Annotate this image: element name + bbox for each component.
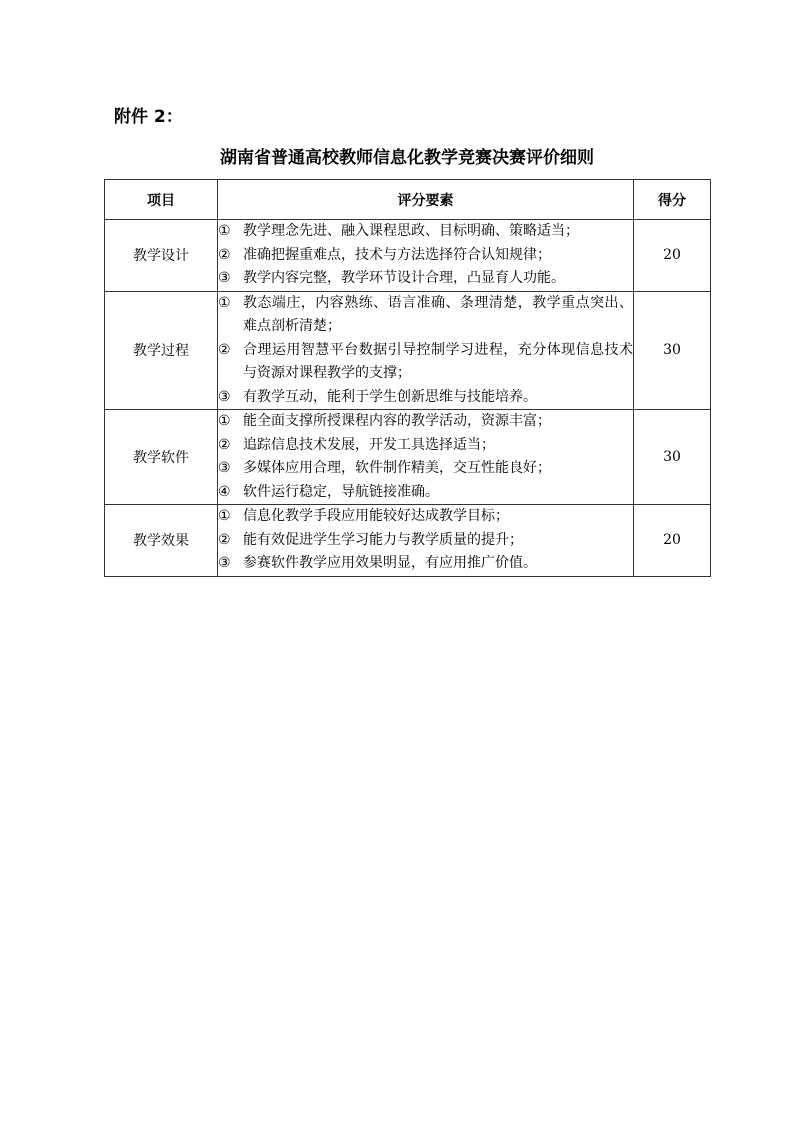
criterion-text: 软件运行稳定，导航链接准确。 bbox=[243, 483, 439, 500]
criterion-number: ③ bbox=[218, 270, 231, 286]
criterion-item bbox=[218, 244, 633, 268]
criterion-item bbox=[218, 267, 633, 291]
table-row bbox=[105, 505, 711, 577]
criterion-text: 准确把握重难点，技术与方法选择符合认知规律； bbox=[243, 246, 551, 263]
criterion-item bbox=[218, 481, 633, 505]
criterion-text: 教态端庄，内容熟练、语言准确、条理清楚，教学重点突出、难点剖析清楚； bbox=[243, 294, 633, 334]
row-criteria bbox=[218, 220, 634, 292]
row-score: 30 bbox=[634, 410, 711, 505]
criterion-item bbox=[218, 410, 633, 434]
criterion-number: ② bbox=[218, 341, 231, 358]
criterion-number: ① bbox=[218, 223, 231, 239]
criterion-item bbox=[218, 386, 633, 410]
row-item-label: 教学设计 bbox=[105, 220, 218, 292]
row-score: 20 bbox=[634, 220, 711, 292]
criterion-text: 参赛软件教学应用效果明显，有应用推广价值。 bbox=[243, 555, 537, 571]
criterion-text: 有教学互动，能利于学生创新思维与技能培养。 bbox=[243, 388, 537, 405]
criterion-number: ③ bbox=[218, 388, 231, 405]
criterion-item bbox=[218, 339, 633, 386]
table-row bbox=[105, 410, 711, 505]
criterion-number: ② bbox=[218, 246, 231, 263]
criterion-number: ③ bbox=[218, 555, 231, 571]
criterion-number: ④ bbox=[218, 483, 231, 500]
criterion-number: ① bbox=[218, 294, 231, 311]
row-criteria bbox=[218, 410, 634, 505]
criterion-item bbox=[218, 457, 633, 481]
criterion-number: ③ bbox=[218, 460, 231, 476]
criterion-number: ② bbox=[218, 531, 231, 548]
criterion-text: 信息化教学手段应用能较好达成教学目标； bbox=[243, 508, 509, 524]
row-score: 20 bbox=[634, 505, 711, 577]
criterion-text: 教学理念先进、融入课程思政、目标明确、策略适当； bbox=[243, 223, 579, 239]
criterion-item bbox=[218, 292, 633, 339]
table-row bbox=[105, 291, 711, 410]
criterion-item bbox=[218, 434, 633, 458]
row-item-label: 教学效果 bbox=[105, 505, 218, 577]
table-row bbox=[105, 220, 711, 292]
criterion-number: ① bbox=[218, 413, 231, 429]
attachment-label: 附件 2： bbox=[114, 107, 183, 127]
criterion-text: 能全面支撑所授课程内容的教学活动，资源丰富； bbox=[243, 413, 551, 429]
table-header-row bbox=[105, 180, 711, 220]
criterion-text: 合理运用智慧平台数据引导控制学习进程，充分体现信息技术与资源对课程教学的支撑； bbox=[243, 341, 633, 381]
document-title: 湖南省普通高校教师信息化教学竞赛决赛评价细则 bbox=[220, 148, 594, 168]
criterion-text: 教学内容完整，教学环节设计合理，凸显育人功能。 bbox=[243, 270, 565, 286]
criterion-text: 多媒体应用合理，软件制作精美，交互性能良好； bbox=[243, 460, 551, 476]
row-item-label: 教学过程 bbox=[105, 291, 218, 410]
row-item-label: 教学软件 bbox=[105, 410, 218, 505]
header-elements: 评分要素 bbox=[218, 180, 634, 220]
criterion-number: ② bbox=[218, 436, 231, 453]
row-criteria bbox=[218, 505, 634, 577]
criterion-item bbox=[218, 505, 633, 529]
evaluation-table bbox=[104, 179, 711, 577]
row-criteria bbox=[218, 291, 634, 410]
criterion-number: ① bbox=[218, 508, 231, 524]
criterion-text: 追踪信息技术发展，开发工具选择适当； bbox=[243, 436, 495, 453]
header-score: 得分 bbox=[634, 180, 711, 220]
row-score: 30 bbox=[634, 291, 711, 410]
criterion-item bbox=[218, 529, 633, 553]
criterion-item bbox=[218, 552, 633, 576]
criterion-text: 能有效促进学生学习能力与教学质量的提升； bbox=[243, 531, 523, 548]
header-item: 项目 bbox=[105, 180, 218, 220]
criterion-item bbox=[218, 220, 633, 244]
